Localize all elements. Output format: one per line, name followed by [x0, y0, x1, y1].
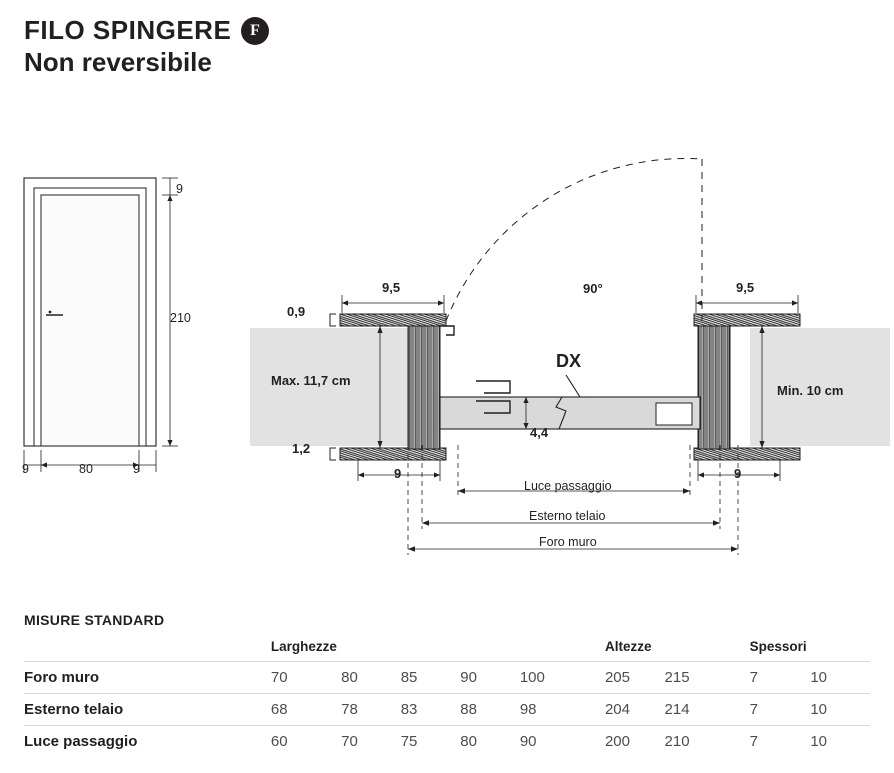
cell-gap: [724, 694, 750, 726]
dim-arrow-95l-1: [342, 300, 348, 305]
cell: 70: [341, 733, 358, 750]
header-larghezze-3: [401, 632, 461, 662]
table-row: [24, 726, 870, 758]
dim-label-frame-top: 0,9: [287, 304, 306, 319]
cell: 90: [460, 669, 477, 686]
elevation-left-jamb-label: 9: [22, 462, 29, 476]
leaf-handle-line: [566, 375, 580, 397]
variant-badge: F: [241, 17, 269, 45]
dim-arrow-up: [167, 195, 172, 201]
title-block: [24, 16, 544, 78]
cell-gap: [579, 694, 605, 726]
cell: 10: [810, 701, 827, 718]
dim-label-luce: Luce passaggio: [524, 479, 612, 493]
cell-gap: [579, 662, 605, 694]
dim-arrow-telaio-1: [422, 520, 429, 526]
door-leaf: [41, 195, 139, 446]
dim-arrow-foro-2: [731, 546, 738, 552]
dim-arrow-9l-1: [358, 472, 364, 477]
dim-arrow-luce-2: [683, 488, 690, 494]
dim-bracket-09: [330, 314, 336, 326]
standard-sizes-section: [24, 612, 870, 757]
elevation-height-label: 210: [170, 311, 191, 325]
header-larghezze-2: [341, 632, 401, 662]
label-hand: DX: [556, 351, 582, 371]
cell: 200: [604, 733, 630, 750]
row-label-luce-passaggio: Luce passaggio: [24, 733, 138, 750]
handle-bracket-upper: [476, 381, 510, 393]
dim-arrow-95r-1: [696, 300, 702, 305]
row-label-foro-muro: Foro muro: [24, 669, 99, 686]
cell: 205: [604, 669, 630, 686]
dim-label-frame-bottom: 1,2: [292, 441, 311, 456]
left-top-casing: [340, 314, 446, 326]
cell: 98: [519, 701, 537, 718]
page-title-text: FILO SPINGERE: [24, 15, 232, 45]
standard-sizes-table: [24, 632, 870, 757]
cell-gap: [579, 726, 605, 758]
door-elevation-drawing: [10, 160, 210, 490]
dim-arrow-9r-2: [774, 472, 780, 477]
label-wall-max: Max. 11,7 cm: [271, 373, 351, 388]
cell: 7: [749, 701, 758, 718]
header-spessori: Spessori: [749, 639, 807, 654]
cell: 10: [810, 733, 827, 750]
table-header-row: [24, 632, 870, 662]
cell: 100: [519, 669, 545, 686]
elevation-width-label: 80: [79, 462, 93, 476]
cell: 10: [810, 669, 827, 686]
dim-label-9-right: 9: [734, 466, 742, 481]
elevation-right-jamb-label: 9: [133, 462, 140, 476]
cell: 90: [519, 733, 537, 750]
header-altezze-2: [665, 632, 725, 662]
door-handle-rose: [49, 311, 52, 314]
cell: 80: [341, 669, 358, 686]
dim-arrow-luce-1: [458, 488, 465, 494]
cell: 215: [664, 669, 690, 686]
header-spessori-2: [810, 632, 870, 662]
dim-label-95-left: 9,5: [382, 280, 401, 295]
dim-arrow-foro-1: [408, 546, 415, 552]
cell-gap: [724, 726, 750, 758]
cell: 214: [664, 701, 690, 718]
table-title: MISURE STANDARD: [24, 612, 165, 628]
label-wall-min: Min. 10 cm: [777, 383, 844, 398]
table-row: [24, 662, 870, 694]
cell: 204: [604, 701, 630, 718]
dim-label-leaf-thickness: 4,4: [530, 425, 549, 440]
dim-arrow-telaio-2: [713, 520, 720, 526]
dim-arrow-down: [167, 440, 172, 446]
header-larghezze-4: [460, 632, 520, 662]
header-gap-2: [724, 632, 750, 662]
table-row: [24, 694, 870, 726]
dim-arrow-w-left: [41, 462, 47, 467]
header-larghezze: Larghezze: [270, 639, 337, 654]
cell: 7: [749, 733, 758, 750]
dim-arrow-95l-2: [438, 300, 444, 305]
right-top-casing: [694, 314, 800, 326]
dim-bracket-12: [330, 448, 336, 460]
cell: 83: [400, 701, 418, 718]
dim-arrow-9l-2: [434, 472, 440, 477]
swing-arc: [446, 158, 702, 321]
cell: 78: [341, 701, 358, 718]
left-bottom-casing: [340, 448, 446, 460]
header-larghezze-5: [520, 632, 580, 662]
cell: 210: [664, 733, 690, 750]
dim-label-telaio: Esterno telaio: [529, 509, 606, 523]
dim-arrow-95r-2: [792, 300, 798, 305]
cell: 75: [400, 733, 418, 750]
cell: 7: [749, 669, 758, 686]
left-hinge-detail: [440, 326, 454, 335]
cell: 85: [400, 669, 418, 686]
right-bottom-casing: [694, 448, 800, 460]
label-angle: 90°: [583, 281, 603, 296]
header-gap-1: [579, 632, 605, 662]
cell: 60: [270, 733, 288, 750]
page-title: [24, 16, 544, 46]
cell-gap: [724, 662, 750, 694]
elevation-top-thickness-label: 9: [176, 182, 183, 196]
cell: 68: [270, 701, 288, 718]
page-subtitle: Non reversibile: [24, 46, 212, 77]
cell: 80: [460, 733, 477, 750]
cell: 88: [460, 701, 477, 718]
row-label-esterno-telaio: Esterno telaio: [24, 701, 124, 718]
header-altezze: Altezze: [604, 639, 652, 654]
lock-box: [656, 403, 692, 425]
dim-label-foro: Foro muro: [539, 535, 597, 549]
dim-label-95-right: 9,5: [736, 280, 755, 295]
dim-arrow-9r-1: [698, 472, 704, 477]
left-jamb-section: [408, 326, 440, 449]
cell: 70: [270, 669, 288, 686]
right-jamb-section: [698, 326, 730, 449]
dim-label-9-left: 9: [394, 466, 402, 481]
header-blank: [24, 632, 271, 662]
